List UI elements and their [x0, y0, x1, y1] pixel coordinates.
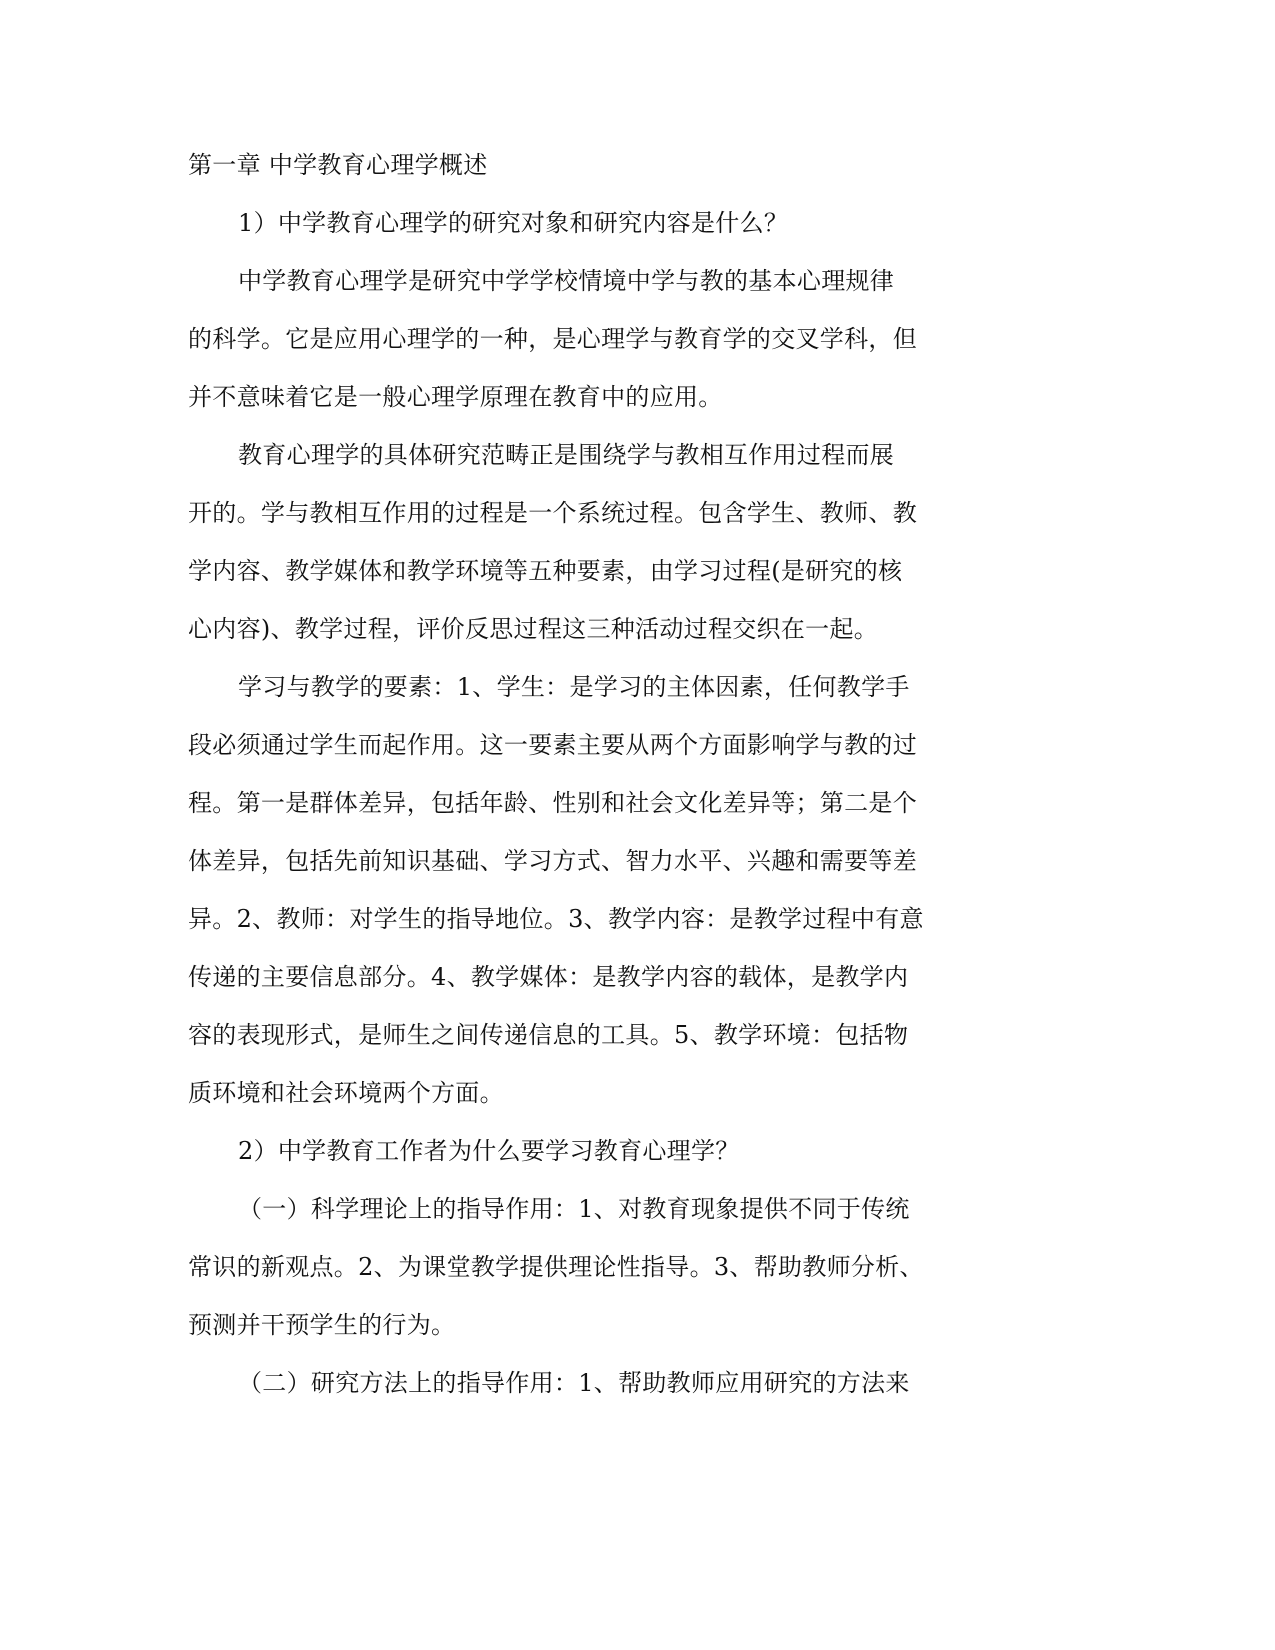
- paragraph-line: 异。2、教师：对学生的指导地位。3、教学内容：是教学过程中有意: [188, 905, 924, 933]
- paragraph-line: 的科学。它是应用心理学的一种，是心理学与教育学的交叉学科，但: [188, 325, 917, 353]
- question-2: 2）中学教育工作者为什么要学习教育心理学？: [238, 1137, 740, 1165]
- question-1: 1）中学教育心理学的研究对象和研究内容是什么？: [238, 209, 789, 237]
- paragraph-line: 开的。学与教相互作用的过程是一个系统过程。包含学生、教师、教: [188, 499, 917, 527]
- paragraph-line: 体差异，包括先前知识基础、学习方式、智力水平、兴趣和需要等差: [188, 847, 917, 875]
- paragraph-line: 学内容、教学媒体和教学环境等五种要素，由学习过程(是研究的核: [188, 557, 903, 585]
- paragraph-line: 中学教育心理学是研究中学学校情境中学与教的基本心理规律: [238, 267, 895, 295]
- paragraph-line: （一）科学理论上的指导作用：1、对教育现象提供不同于传统: [238, 1195, 910, 1223]
- paragraph-line: 程。第一是群体差异，包括年龄、性别和社会文化差异等；第二是个: [188, 789, 917, 817]
- paragraph-line: （二）研究方法上的指导作用：1、帮助教师应用研究的方法来: [238, 1369, 910, 1397]
- paragraph-line: 质环境和社会环境两个方面。: [188, 1079, 504, 1107]
- chapter-title: 第一章 中学教育心理学概述: [188, 151, 488, 179]
- paragraph-line: 学习与教学的要素：1、学生：是学习的主体因素，任何教学手: [238, 673, 910, 701]
- paragraph-line: 心内容)、教学过程，评价反思过程这三种活动过程交织在一起。: [188, 615, 879, 643]
- paragraph-line: 教育心理学的具体研究范畴正是围绕学与教相互作用过程而展: [238, 441, 895, 469]
- paragraph-line: 并不意味着它是一般心理学原理在教育中的应用。: [188, 383, 723, 411]
- paragraph-line: 容的表现形式，是师生之间传递信息的工具。5、教学环境：包括物: [188, 1021, 909, 1049]
- paragraph-line: 传递的主要信息部分。4、教学媒体：是教学内容的载体，是教学内: [188, 963, 909, 991]
- paragraph-line: 常识的新观点。2、为课堂教学提供理论性指导。3、帮助教师分析、: [188, 1253, 924, 1281]
- paragraph-line: 预测并干预学生的行为。: [188, 1311, 456, 1339]
- paragraph-line: 段必须通过学生而起作用。这一要素主要从两个方面影响学与教的过: [188, 731, 917, 759]
